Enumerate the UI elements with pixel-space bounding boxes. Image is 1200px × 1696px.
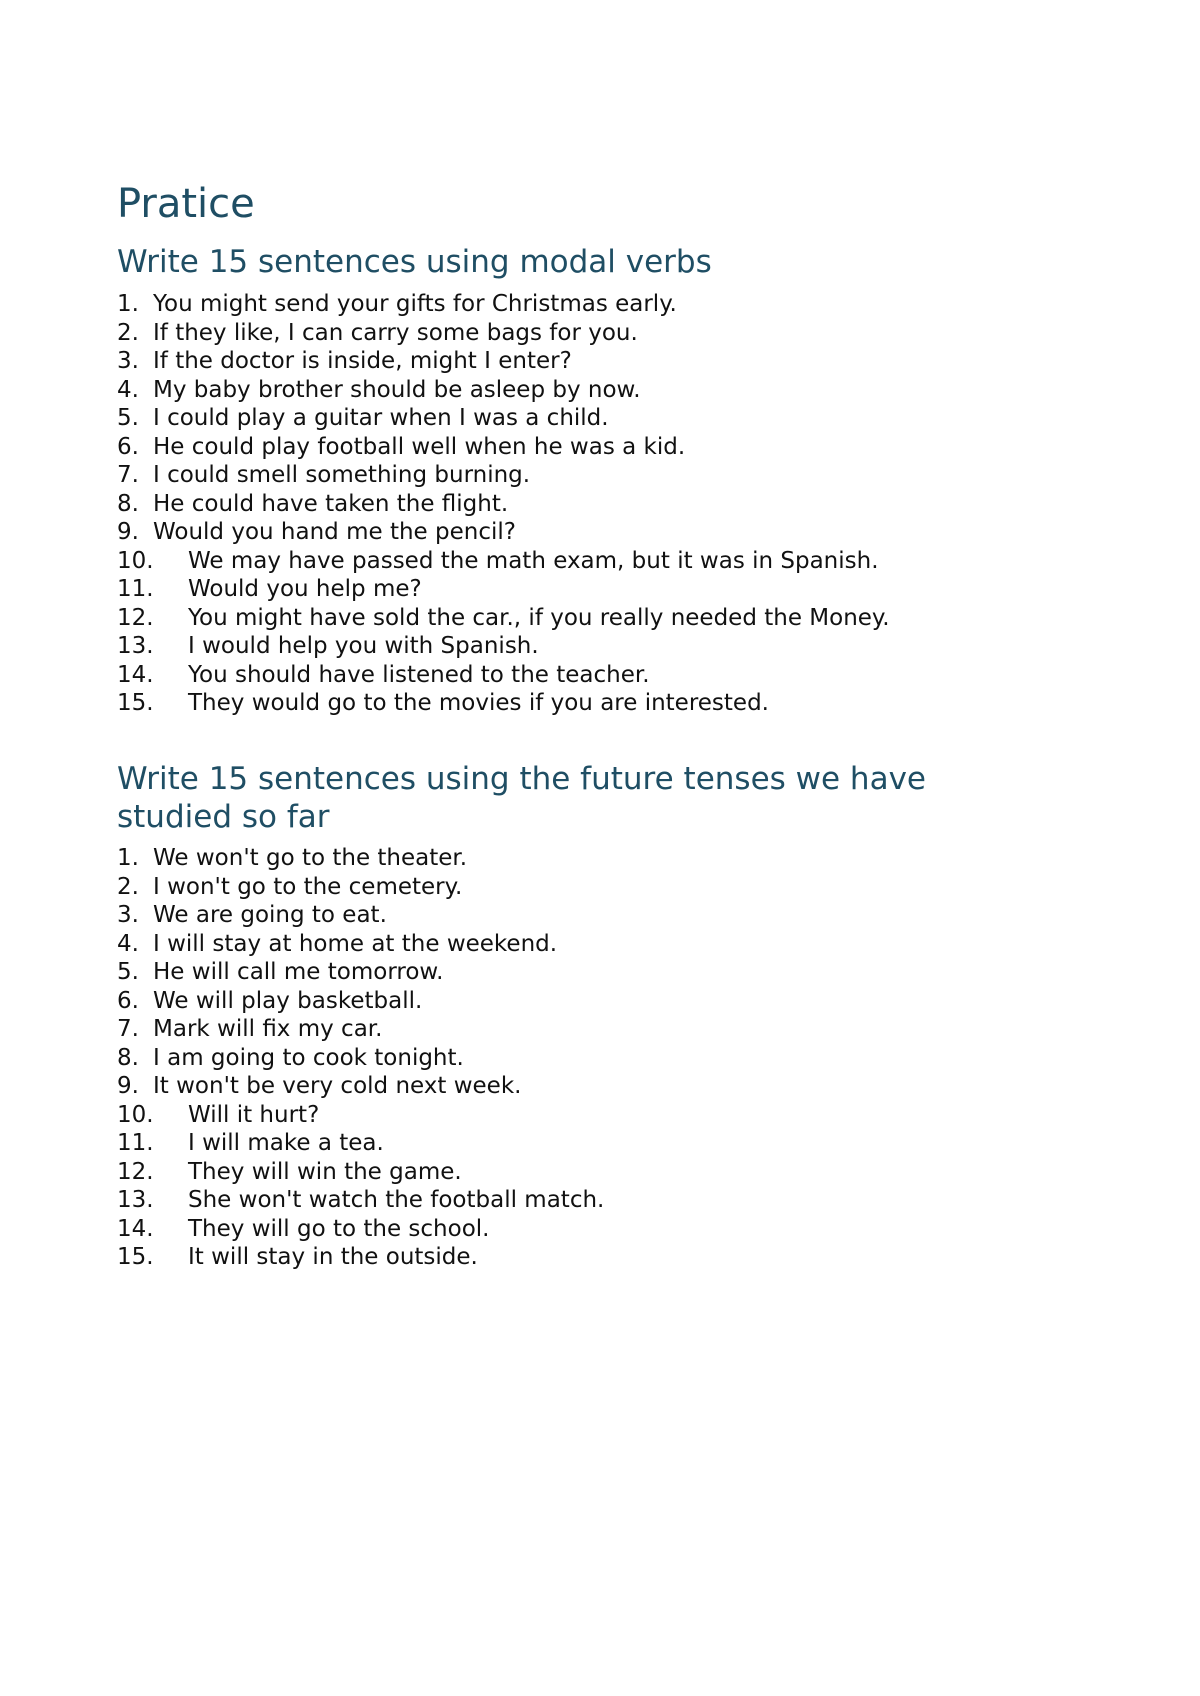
list-item [117,632,1067,661]
list-item-number: 12. [117,1158,154,1185]
list-item [117,290,1067,319]
list-item-number: 6. [117,433,139,460]
list-item-number: 1. [117,291,139,317]
list-item-text: We will play basketball. [153,987,423,1014]
list-item [117,404,1067,433]
list-item [117,376,1067,405]
list-item-text: We won't go to the theater. [153,845,468,871]
list-item-number: 7. [117,1016,139,1042]
list-item-text: He could have taken the flight. [153,490,509,517]
list-item-text: Would you help me? [188,576,422,602]
list-item-number: 9. [117,519,139,545]
list-item-text: I won't go to the cemetery. [153,873,463,900]
list-item [117,930,1067,959]
list-item-text: My baby brother should be asleep by now. [153,376,641,403]
list-item-text: It won't be very cold next week. [153,1073,522,1099]
list-item-text: I could smell something burning. [153,462,531,488]
list-item-text: He will call me tomorrow. [153,959,444,985]
section-heading-line: studied so far [117,799,330,835]
list-item [117,347,1067,376]
list-item-text: You might send your gifts for Christmas early. [153,291,677,317]
list-item-number: 10. [117,547,154,574]
list-item-number: 2. [117,319,139,346]
list-item [117,661,1067,690]
list-item [117,1072,1067,1101]
list-item [117,461,1067,490]
list-item-text: They will win the game. [188,1158,462,1185]
list-item-text: Would you hand me the pencil? [153,519,516,545]
list-item-number: 15. [117,690,154,716]
list-item [117,689,1067,718]
section-heading-line: Write 15 sentences using the future tenses we have [117,761,926,797]
list-item [117,873,1067,902]
list-item [117,547,1067,576]
list-item-text: You might have sold the car., if you really needed the Money. [188,604,890,631]
list-item-number: 14. [117,661,154,688]
list-item-text: We may have passed the math exam, but it was in Spanish. [188,547,879,574]
list-item-number: 8. [117,490,139,517]
list-item [117,987,1067,1016]
list-item-number: 4. [117,376,139,403]
list-item [117,1243,1067,1272]
list-item-text: She won't watch the football match. [188,1187,605,1213]
list-item [117,1215,1067,1244]
list-item-number: 11. [117,576,154,602]
list-item [117,901,1067,930]
list-item-number: 5. [117,959,139,985]
list-item-text: They would go to the movies if you are interested. [188,690,769,716]
modal-verbs-list [117,290,1067,718]
list-item [117,1015,1067,1044]
list-item-number: 14. [117,1215,154,1242]
list-item-number: 12. [117,604,154,631]
list-item-text: They will go to the school. [188,1215,490,1242]
list-item [117,1129,1067,1158]
list-item-number: 3. [117,902,139,928]
section-heading-modal-verbs: Write 15 sentences using modal verbs [117,244,712,280]
list-item-number: 3. [117,348,139,374]
list-item [117,1044,1067,1073]
list-item [117,844,1067,873]
list-item [117,319,1067,348]
list-item-number: 8. [117,1044,139,1071]
list-item-text: If they like, I can carry some bags for you. [153,319,638,346]
list-item-number: 7. [117,462,139,488]
list-item-number: 9. [117,1073,139,1099]
list-item-number: 13. [117,1187,154,1213]
list-item-number: 10. [117,1101,154,1128]
list-item-text: I would help you with Spanish. [188,633,539,659]
list-item-text: I will make a tea. [188,1130,384,1156]
list-item-text: If the doctor is inside, might I enter? [153,348,572,374]
list-item-text: You should have listened to the teacher. [188,661,650,688]
list-item-text: I will stay at home at the weekend. [153,930,558,957]
future-tenses-list [117,844,1067,1272]
list-item [117,575,1067,604]
list-item-text: I am going to cook tonight. [153,1044,464,1071]
list-item-number: 11. [117,1130,154,1156]
list-item-number: 6. [117,987,139,1014]
list-item [117,433,1067,462]
list-item-number: 1. [117,845,139,871]
list-item-text: Mark will fix my car. [153,1016,383,1042]
list-item-text: We are going to eat. [153,902,387,928]
list-item-text: Will it hurt? [188,1101,320,1128]
section-heading-future-tenses [117,760,1017,836]
document-title: Pratice [117,181,255,227]
list-item [117,490,1067,519]
list-item-number: 13. [117,633,154,659]
list-item [117,1186,1067,1215]
list-item-text: I could play a guitar when I was a child. [153,405,609,431]
list-item-number: 4. [117,930,139,957]
list-item [117,1158,1067,1187]
list-item-text: It will stay in the outside. [188,1244,478,1270]
list-item [117,1101,1067,1130]
list-item-number: 2. [117,873,139,900]
list-item [117,958,1067,987]
list-item-number: 15. [117,1244,154,1270]
list-item [117,518,1067,547]
list-item [117,604,1067,633]
list-item-number: 5. [117,405,139,431]
list-item-text: He could play football well when he was a kid. [153,433,686,460]
